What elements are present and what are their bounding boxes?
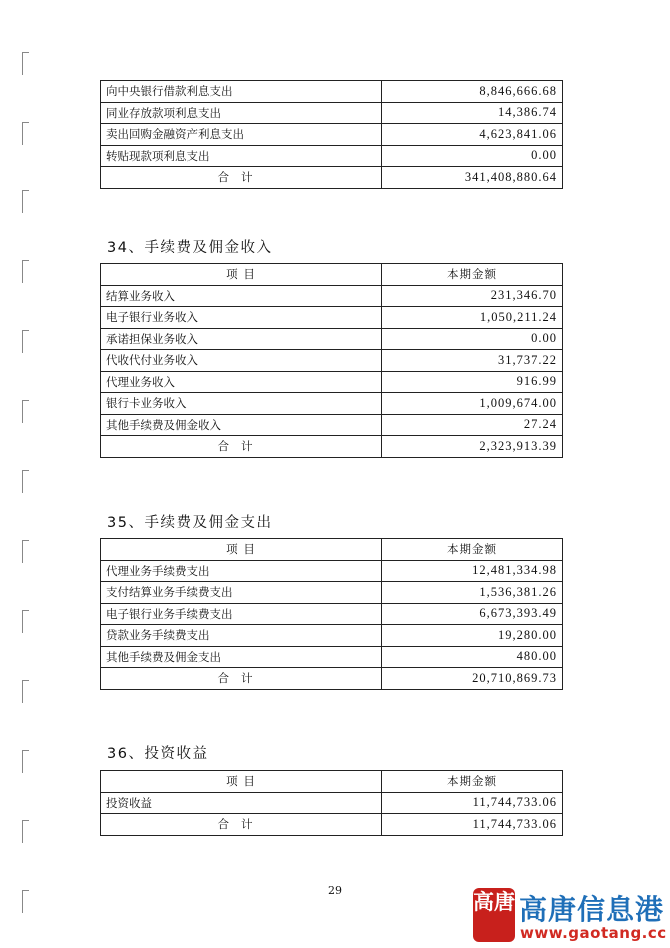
item-cell: 向中央银行借款利息支出 — [101, 81, 382, 103]
section-title: 35、手续费及佣金支出 — [107, 515, 273, 531]
item-cell: 转贴现款项利息支出 — [101, 145, 382, 167]
item-cell: 其他手续费及佣金支出 — [101, 646, 382, 668]
binding-mark — [22, 540, 29, 563]
section-title: 34、手续费及佣金收入 — [107, 240, 273, 256]
table-row — [101, 81, 563, 103]
table-header-row — [101, 264, 563, 286]
binding-mark — [22, 330, 29, 353]
table-header-row — [101, 539, 563, 561]
table-row — [101, 124, 563, 146]
table-row — [101, 560, 563, 582]
item-cell: 电子银行业务手续费支出 — [101, 603, 382, 625]
page-number: 29 — [328, 884, 342, 897]
header-amount: 本期金额 — [382, 264, 563, 286]
total-amount: 20,710,869.73 — [382, 668, 563, 690]
item-cell: 电子银行业务收入 — [101, 307, 382, 329]
binding-mark — [22, 820, 29, 843]
table-row — [101, 285, 563, 307]
item-cell: 贷款业务手续费支出 — [101, 625, 382, 647]
fee-income-table — [100, 263, 563, 458]
total-row — [101, 668, 563, 690]
amount-cell: 12,481,334.98 — [382, 560, 563, 582]
amount-cell: 14,386.74 — [382, 102, 563, 124]
item-cell: 卖出回购金融资产利息支出 — [101, 124, 382, 146]
binding-mark — [22, 610, 29, 633]
table-row — [101, 307, 563, 329]
table-row — [101, 603, 563, 625]
watermark-text: 高唐信息港 — [519, 893, 665, 926]
amount-cell: 480.00 — [382, 646, 563, 668]
amount-cell: 231,346.70 — [382, 285, 563, 307]
total-row — [101, 436, 563, 458]
amount-cell: 0.00 — [382, 328, 563, 350]
table-header-row — [101, 771, 563, 793]
total-amount: 341,408,880.64 — [382, 167, 563, 189]
amount-cell: 11,744,733.06 — [382, 792, 563, 814]
table-row — [101, 145, 563, 167]
header-amount: 本期金额 — [382, 539, 563, 561]
table-row — [101, 102, 563, 124]
amount-cell: 4,623,841.06 — [382, 124, 563, 146]
binding-mark — [22, 52, 29, 75]
total-label: 合计 — [101, 668, 382, 690]
amount-cell: 31,737.22 — [382, 350, 563, 372]
item-cell: 代理业务收入 — [101, 371, 382, 393]
amount-cell: 27.24 — [382, 414, 563, 436]
table-row — [101, 582, 563, 604]
table-row — [101, 371, 563, 393]
investment-income-table — [100, 770, 563, 836]
binding-mark — [22, 750, 29, 773]
amount-cell: 1,009,674.00 — [382, 393, 563, 415]
binding-mark — [22, 260, 29, 283]
item-cell: 代理业务手续费支出 — [101, 560, 382, 582]
item-cell: 投资收益 — [101, 792, 382, 814]
table-row — [101, 625, 563, 647]
binding-marks — [22, 30, 32, 910]
total-amount: 11,744,733.06 — [382, 814, 563, 836]
amount-cell: 0.00 — [382, 145, 563, 167]
binding-mark — [22, 470, 29, 493]
item-cell: 同业存放款项利息支出 — [101, 102, 382, 124]
total-label: 合计 — [101, 167, 382, 189]
table-row — [101, 792, 563, 814]
total-label: 合计 — [101, 814, 382, 836]
amount-cell: 8,846,666.68 — [382, 81, 563, 103]
fee-expense-table — [100, 538, 563, 690]
header-item: 项 目 — [101, 771, 382, 793]
binding-mark — [22, 680, 29, 703]
item-cell: 其他手续费及佣金收入 — [101, 414, 382, 436]
table-row — [101, 414, 563, 436]
item-cell: 结算业务收入 — [101, 285, 382, 307]
amount-cell: 1,536,381.26 — [382, 582, 563, 604]
amount-cell: 916.99 — [382, 371, 563, 393]
header-amount: 本期金额 — [382, 771, 563, 793]
table-row — [101, 646, 563, 668]
item-cell: 支付结算业务手续费支出 — [101, 582, 382, 604]
table-row — [101, 350, 563, 372]
binding-mark — [22, 122, 29, 145]
amount-cell: 1,050,211.24 — [382, 307, 563, 329]
interest-expense-table — [100, 80, 563, 189]
total-label: 合计 — [101, 436, 382, 458]
section-title: 36、投资收益 — [107, 746, 209, 762]
watermark-logo: 高唐 — [473, 888, 515, 942]
total-amount: 2,323,913.39 — [382, 436, 563, 458]
binding-mark — [22, 190, 29, 213]
header-item: 项 目 — [101, 539, 382, 561]
header-item: 项 目 — [101, 264, 382, 286]
amount-cell: 19,280.00 — [382, 625, 563, 647]
table-row — [101, 328, 563, 350]
table-row — [101, 393, 563, 415]
total-row — [101, 814, 563, 836]
item-cell: 银行卡业务收入 — [101, 393, 382, 415]
binding-mark — [22, 400, 29, 423]
total-row — [101, 167, 563, 189]
amount-cell: 6,673,393.49 — [382, 603, 563, 625]
item-cell: 承诺担保业务收入 — [101, 328, 382, 350]
item-cell: 代收代付业务收入 — [101, 350, 382, 372]
watermark-url: www.gaotang.cc — [520, 924, 667, 942]
